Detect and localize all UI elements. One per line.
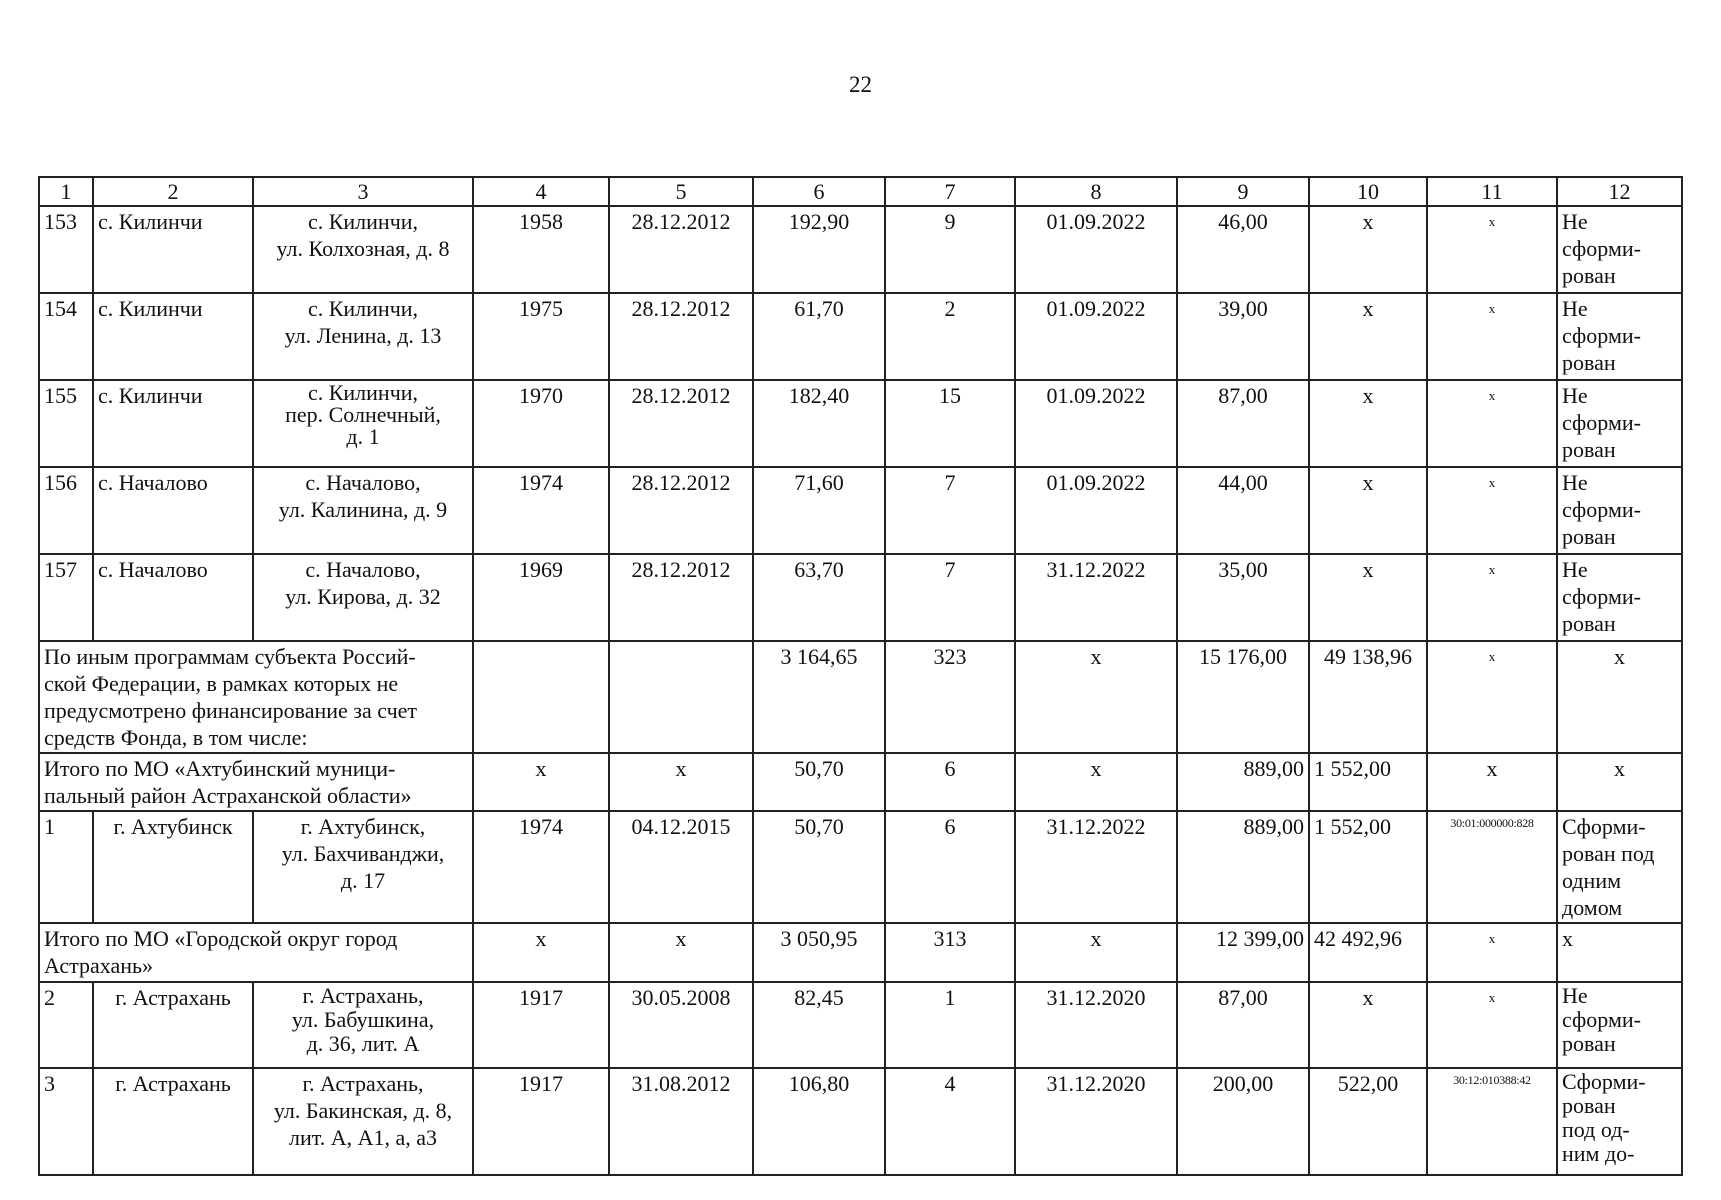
- date: 28.12.2012: [609, 467, 753, 554]
- col10-value: х: [1309, 982, 1427, 1068]
- area: 71,60: [753, 467, 885, 554]
- address: с. Началово, ул. Кирова, д. 32: [253, 554, 473, 641]
- table-row: [39, 811, 1682, 923]
- year: 1917: [473, 1068, 609, 1175]
- date: х: [609, 923, 753, 982]
- year: 1917: [473, 982, 609, 1068]
- col11-value: х: [1427, 467, 1557, 554]
- column-header: 8: [1015, 177, 1177, 206]
- status: х: [1557, 753, 1682, 811]
- col10-value: 42 492,96: [1309, 923, 1427, 982]
- settlement: с. Началово: [93, 554, 253, 641]
- address: г. Астрахань, ул. Бакинская, д. 8, лит. А, А1, а, а3: [253, 1068, 473, 1175]
- deadline: 31.12.2020: [1015, 1068, 1177, 1175]
- column-header: 4: [473, 177, 609, 206]
- date: 04.12.2015: [609, 811, 753, 923]
- deadline: 01.09.2022: [1015, 380, 1177, 467]
- col11-value: х: [1427, 641, 1557, 753]
- year: 1974: [473, 467, 609, 554]
- column-header: 12: [1557, 177, 1682, 206]
- col9-value: 889,00: [1177, 753, 1309, 811]
- housing-registry-table: [38, 176, 1683, 1176]
- year: 1975: [473, 293, 609, 380]
- subtotal-label: Итого по МО «Ахтубинский муници- пальный район Астраханской области»: [39, 753, 473, 811]
- status: Не сформи- рован: [1557, 206, 1682, 293]
- column-header: 7: [885, 177, 1015, 206]
- settlement: с. Килинчи: [93, 293, 253, 380]
- column-header: 3: [253, 177, 473, 206]
- col11-value: х: [1427, 982, 1557, 1068]
- area: 106,80: [753, 1068, 885, 1175]
- settlement: г. Ахтубинск: [93, 811, 253, 923]
- people: 6: [885, 811, 1015, 923]
- date: 28.12.2012: [609, 206, 753, 293]
- address: г. Ахтубинск, ул. Бахчиванджи, д. 17: [253, 811, 473, 923]
- area: 61,70: [753, 293, 885, 380]
- table-row: [39, 982, 1682, 1068]
- row-number: 3: [39, 1068, 93, 1175]
- col11-value: х: [1427, 206, 1557, 293]
- area: 63,70: [753, 554, 885, 641]
- people: 1: [885, 982, 1015, 1068]
- col10-value: х: [1309, 554, 1427, 641]
- deadline: 01.09.2022: [1015, 293, 1177, 380]
- page-number: 22: [849, 72, 872, 97]
- status: Не сформи- рован: [1557, 467, 1682, 554]
- settlement: с. Килинчи: [93, 206, 253, 293]
- cadastral-number: 30:12:010388:42: [1427, 1068, 1557, 1175]
- column-number-row: [39, 177, 1682, 206]
- column-header: 6: [753, 177, 885, 206]
- area: 3 050,95: [753, 923, 885, 982]
- subtotal-row-akhtubinsk: [39, 753, 1682, 811]
- row-number: 156: [39, 467, 93, 554]
- status: Не сформи- рован: [1557, 554, 1682, 641]
- status: х: [1557, 641, 1682, 753]
- status: Не сформи- рован: [1557, 982, 1682, 1068]
- column-header: 10: [1309, 177, 1427, 206]
- year: 1970: [473, 380, 609, 467]
- col10-value: х: [1309, 206, 1427, 293]
- people: 2: [885, 293, 1015, 380]
- people: 15: [885, 380, 1015, 467]
- deadline: х: [1015, 641, 1177, 753]
- row-number: 2: [39, 982, 93, 1068]
- people: 323: [885, 641, 1015, 753]
- date: 30.05.2008: [609, 982, 753, 1068]
- deadline: 31.12.2022: [1015, 554, 1177, 641]
- subtotal-label: По иным программам субъекта Россий- ской Федерации, в рамках которых не предусмотрено финансирование за счет средств Фонда, в том числе:: [39, 641, 473, 753]
- table-row: [39, 293, 1682, 380]
- column-header: 9: [1177, 177, 1309, 206]
- settlement: г. Астрахань: [93, 982, 253, 1068]
- status: Сформи- рован под од- ним до-: [1557, 1068, 1682, 1175]
- area: 192,90: [753, 206, 885, 293]
- area: 50,70: [753, 753, 885, 811]
- col9-value: 12 399,00: [1177, 923, 1309, 982]
- year: 1958: [473, 206, 609, 293]
- col9-value: 87,00: [1177, 982, 1309, 1068]
- col9-value: 35,00: [1177, 554, 1309, 641]
- deadline: х: [1015, 753, 1177, 811]
- table-row: [39, 206, 1682, 293]
- year: 1974: [473, 811, 609, 923]
- address: с. Килинчи, пер. Солнечный, д. 1: [253, 380, 473, 467]
- row-number: 157: [39, 554, 93, 641]
- settlement: г. Астрахань: [93, 1068, 253, 1175]
- deadline: 01.09.2022: [1015, 206, 1177, 293]
- row-number: 153: [39, 206, 93, 293]
- people: 313: [885, 923, 1015, 982]
- col11-value: х: [1427, 554, 1557, 641]
- col9-value: 15 176,00: [1177, 641, 1309, 753]
- year: х: [473, 753, 609, 811]
- empty-cell: [609, 641, 753, 753]
- subtotal-label: Итого по МО «Городской округ город Астрахань»: [39, 923, 473, 982]
- address: с. Килинчи, ул. Колхозная, д. 8: [253, 206, 473, 293]
- cadastral-number: 30:01:000000:828: [1427, 811, 1557, 923]
- col10-value: 522,00: [1309, 1068, 1427, 1175]
- address: г. Астрахань, ул. Бабушкина, д. 36, лит. А: [253, 982, 473, 1068]
- date: 31.08.2012: [609, 1068, 753, 1175]
- col10-value: 49 138,96: [1309, 641, 1427, 753]
- date: 28.12.2012: [609, 380, 753, 467]
- year: 1969: [473, 554, 609, 641]
- col10-value: 1 552,00: [1309, 753, 1427, 811]
- people: 4: [885, 1068, 1015, 1175]
- people: 7: [885, 554, 1015, 641]
- deadline: 01.09.2022: [1015, 467, 1177, 554]
- col9-value: 39,00: [1177, 293, 1309, 380]
- column-header: 11: [1427, 177, 1557, 206]
- deadline: 31.12.2020: [1015, 982, 1177, 1068]
- address: с. Килинчи, ул. Ленина, д. 13: [253, 293, 473, 380]
- col9-value: 44,00: [1177, 467, 1309, 554]
- column-header: 2: [93, 177, 253, 206]
- status: Сформи- рован под одним домом: [1557, 811, 1682, 923]
- area: 82,45: [753, 982, 885, 1068]
- year: х: [473, 923, 609, 982]
- table-row: [39, 380, 1682, 467]
- table-row: [39, 1068, 1682, 1175]
- address: с. Началово, ул. Калинина, д. 9: [253, 467, 473, 554]
- col9-value: 889,00: [1177, 811, 1309, 923]
- subtotal-row-astrakhan: [39, 923, 1682, 982]
- status: Не сформи- рован: [1557, 380, 1682, 467]
- date: х: [609, 753, 753, 811]
- people: 6: [885, 753, 1015, 811]
- area: 3 164,65: [753, 641, 885, 753]
- area: 182,40: [753, 380, 885, 467]
- table-row: [39, 554, 1682, 641]
- column-header: 5: [609, 177, 753, 206]
- col9-value: 46,00: [1177, 206, 1309, 293]
- deadline: 31.12.2022: [1015, 811, 1177, 923]
- area: 50,70: [753, 811, 885, 923]
- subtotal-row-other-programs: [39, 641, 1682, 753]
- col9-value: 87,00: [1177, 380, 1309, 467]
- col10-value: х: [1309, 293, 1427, 380]
- col11-value: х: [1427, 293, 1557, 380]
- settlement: с. Килинчи: [93, 380, 253, 467]
- deadline: х: [1015, 923, 1177, 982]
- row-number: 1: [39, 811, 93, 923]
- table-row: [39, 467, 1682, 554]
- empty-cell: [473, 641, 609, 753]
- status: Не сформи- рован: [1557, 293, 1682, 380]
- settlement: с. Началово: [93, 467, 253, 554]
- col11-value: х: [1427, 923, 1557, 982]
- col9-value: 200,00: [1177, 1068, 1309, 1175]
- status: х: [1557, 923, 1682, 982]
- col11-value: х: [1427, 753, 1557, 811]
- col11-value: х: [1427, 380, 1557, 467]
- col10-value: х: [1309, 380, 1427, 467]
- column-header: 1: [39, 177, 93, 206]
- people: 7: [885, 467, 1015, 554]
- date: 28.12.2012: [609, 293, 753, 380]
- col10-value: х: [1309, 467, 1427, 554]
- date: 28.12.2012: [609, 554, 753, 641]
- row-number: 154: [39, 293, 93, 380]
- col10-value: 1 552,00: [1309, 811, 1427, 923]
- row-number: 155: [39, 380, 93, 467]
- people: 9: [885, 206, 1015, 293]
